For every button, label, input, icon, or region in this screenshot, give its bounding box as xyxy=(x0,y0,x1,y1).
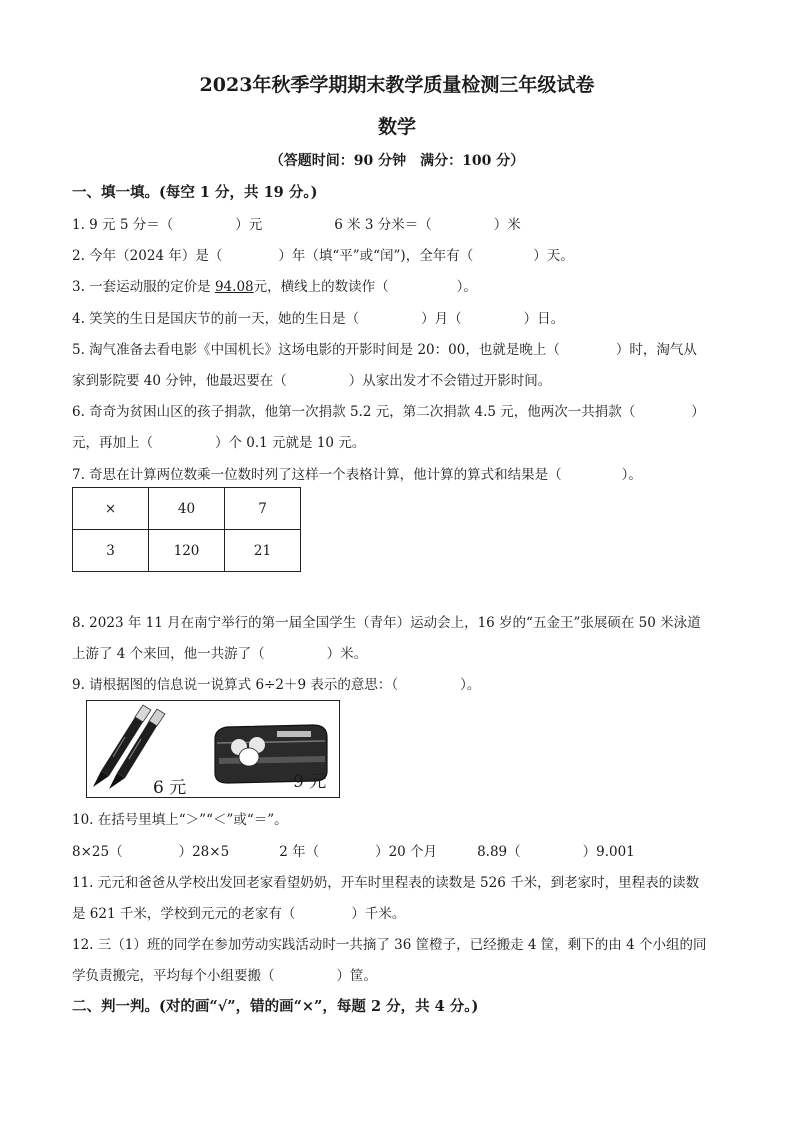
table-cell: 7 xyxy=(225,488,301,530)
question-10-comparisons xyxy=(72,840,635,860)
question-12-line2: 学负责搬完，平均每个小组要搬（ ）筐。 xyxy=(72,968,377,984)
underlined-number: 94.08 xyxy=(214,279,254,295)
section2-heading: 二、判一判。(对的画“√”，错的画“×”，每题 2 分，共 4 分。) xyxy=(72,998,479,1015)
question-3: 3. 一套运动服的定价是 94.08元，横线上的数读作（ ）。 xyxy=(72,279,477,295)
section1-heading: 一、填一填。(每空 1 分，共 19 分。) xyxy=(72,184,318,201)
table-cell: 3 xyxy=(73,530,149,572)
question-1: 1. 9 元 5 分＝（ ）元 6 米 3 分米＝（ ）米 xyxy=(72,217,521,233)
question-8-line2: 上游了 4 个来回，他一共游了（ ）米。 xyxy=(72,646,368,662)
table-cell: 21 xyxy=(225,530,301,572)
table-cell: × xyxy=(73,488,149,530)
subject-title: 数学 xyxy=(377,116,416,138)
question-2: 2. 今年（2024 年）是（ ）年（填“平”或“闰”)，全年有（ ）天。 xyxy=(72,248,574,264)
comparison-1: 8×25（ ）28×5 xyxy=(72,844,230,860)
exam-info: （答题时间：90 分钟 满分：100 分） xyxy=(269,153,525,169)
question-11-line1: 11. 元元和爸爸从学校出发回老家看望奶奶，开车时里程表的读数是 526 千米，到老家时，里程表的读数 xyxy=(72,875,700,891)
question-8-line1: 8. 2023 年 11 月在南宁举行的第一届全国学生（青年）运动会上，16 岁的“五金王”张展硕在 50 米泳道 xyxy=(72,615,701,631)
question-6-line1: 6. 奇奇为贫困山区的孩子捐款，他第一次捐款 5.2 元，第二次捐款 4.5 元，他两次一共捐款（ ） xyxy=(72,404,705,420)
question-11-line2: 是 621 千米，学校到元元的老家有（ ）千米。 xyxy=(72,906,406,922)
question-12-line1: 12. 三（1）班的同学在参加劳动实践活动时一共摘了 36 筐橙子，已经搬走 4 筐，剩下的由 4 个小组的同 xyxy=(72,937,707,953)
question-5-line1: 5. 淘气准备去看电影《中国机长》这场电影的开影时间是 20：00，也就是晚上（ ）时，淘气从 xyxy=(72,342,697,358)
pencil-case-price: 9 元 xyxy=(293,772,327,792)
table-cell: 40 xyxy=(149,488,225,530)
question-9: 9. 请根据图的信息说一说算式 6÷2＋9 表示的意思：（ ）。 xyxy=(72,677,481,693)
price-figure xyxy=(86,700,340,798)
comparison-2: 2 年（ ）20 个月 xyxy=(279,844,438,860)
multiplication-table xyxy=(72,487,301,572)
comparison-3: 8.89（ ）9.001 xyxy=(477,844,635,860)
question-4: 4. 笑笑的生日是国庆节的前一天，她的生日是（ ）月（ ）日。 xyxy=(72,311,565,327)
question-7: 7. 奇思在计算两位数乘一位数时列了这样一个表格计算，他计算的算式和结果是（ ）。 xyxy=(72,467,642,483)
table-cell: 120 xyxy=(149,530,225,572)
table-row xyxy=(73,488,301,530)
question-6-line2: 元，再加上（ ）个 0.1 元就是 10 元。 xyxy=(72,435,366,451)
pen-price: 6 元 xyxy=(153,778,187,798)
exam-title: 2023年秋季学期期末教学质量检测三年级试卷 xyxy=(199,74,595,96)
question-10: 10. 在括号里填上“＞”“＜”或“＝”。 xyxy=(72,812,288,828)
table-row xyxy=(73,530,301,572)
question-5-line2: 家到影院要 40 分钟，他最迟要在（ ）从家出发才不会错过开影时间。 xyxy=(72,373,552,389)
